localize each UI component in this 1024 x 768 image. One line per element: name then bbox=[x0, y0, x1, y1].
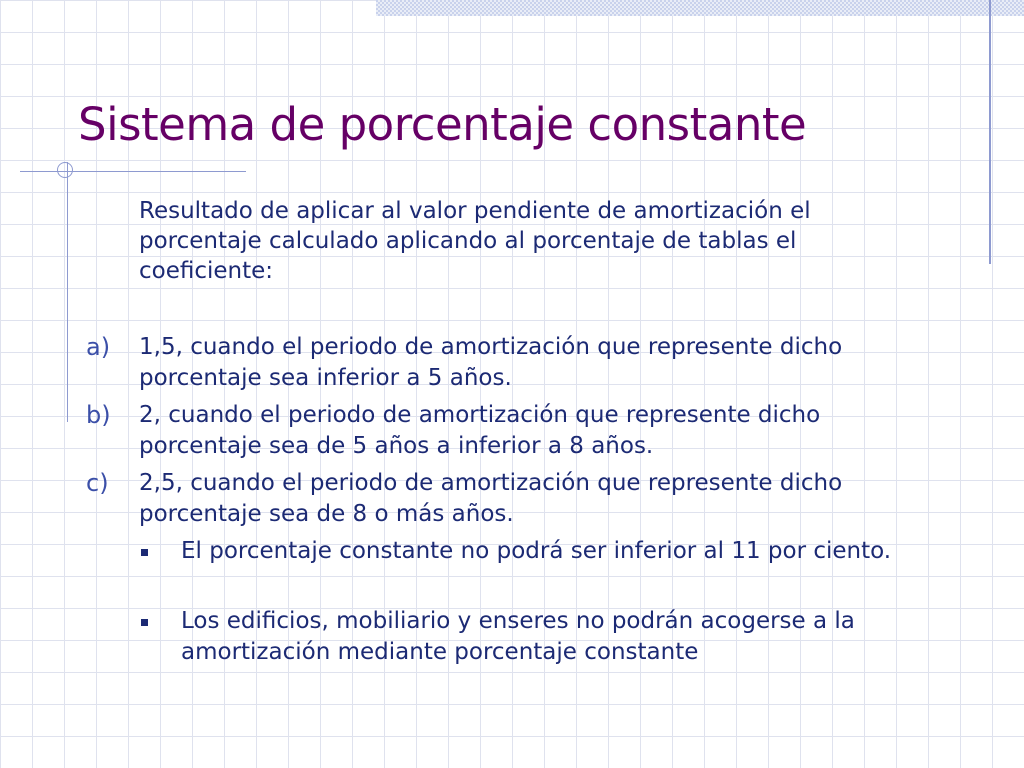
intro-paragraph: Resultado de aplicar al valor pendiente de amortización el porcentaje calculado aplicando al porcentaje de tablas el coeficiente: bbox=[139, 198, 811, 284]
square-bullet-icon bbox=[141, 619, 148, 626]
sub-list-item-text: El porcentaje constante no podrá ser inferior al 11 por ciento. bbox=[181, 538, 892, 564]
list-marker: b) bbox=[86, 401, 111, 429]
list-marker: a) bbox=[86, 333, 111, 361]
sub-list-item-text: Los edificios, mobiliario y enseres no podrán acogerse a la amortización mediante porcentaje constante bbox=[181, 608, 855, 665]
slide-title: Sistema de porcentaje constante bbox=[78, 98, 807, 151]
title-underline-rule bbox=[20, 171, 246, 172]
list-item-text: 2, cuando el periodo de amortización que represente dicho porcentaje sea de 5 años a inferior a 8 años. bbox=[139, 402, 821, 459]
right-vertical-rule bbox=[989, 0, 991, 264]
crosshair-circle-icon bbox=[57, 162, 73, 178]
square-bullet-icon bbox=[141, 549, 148, 556]
corner-decoration-band bbox=[376, 0, 1024, 16]
list-item-text: 2,5, cuando el periodo de amortización que represente dicho porcentaje sea de 8 o más años. bbox=[139, 470, 843, 527]
left-vertical-rule bbox=[67, 162, 68, 422]
list-item-text: 1,5, cuando el periodo de amortización que represente dicho porcentaje sea inferior a 5 años. bbox=[139, 334, 843, 391]
list-marker: c) bbox=[86, 469, 109, 497]
